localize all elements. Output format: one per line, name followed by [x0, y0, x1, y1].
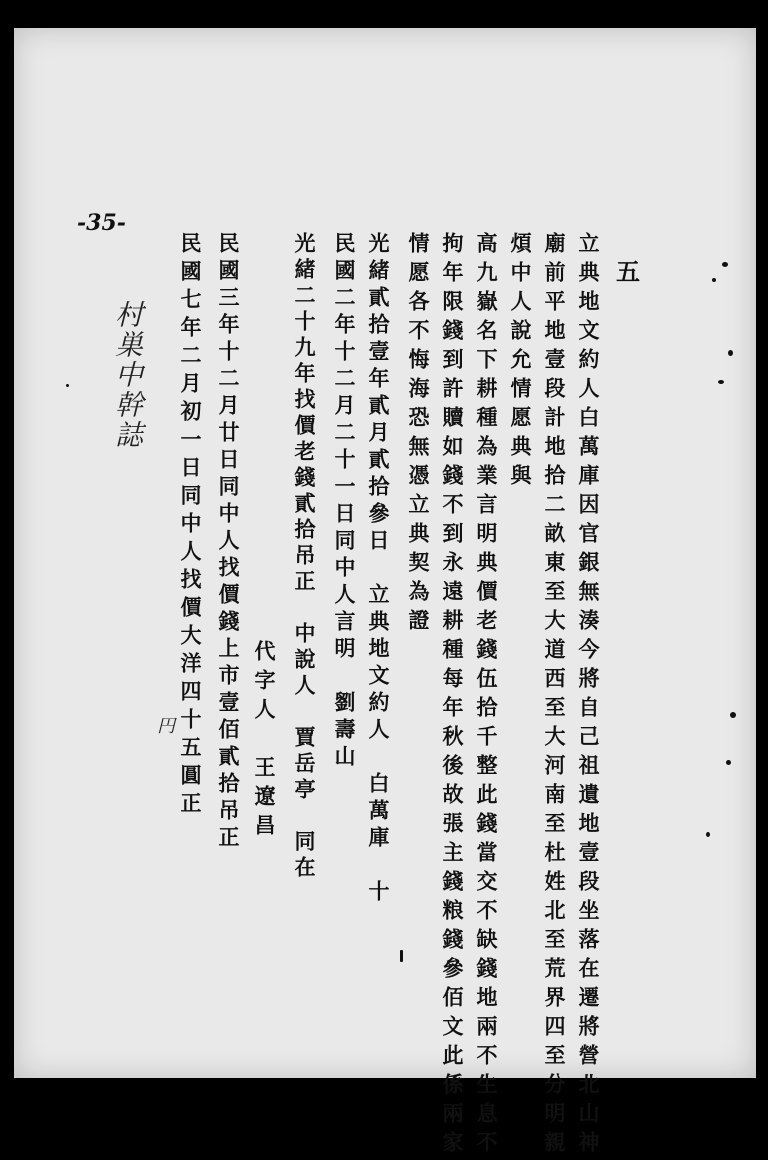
- text-column: 高九嶽名下耕種為業言明典價老錢伍拾千整此錢當交不缺錢地兩不生息不: [474, 232, 499, 1160]
- text-column: 立典地文約人白萬庫因官銀無湊今將自己祖遺地壹段坐落在遷將營北山神: [576, 232, 601, 1160]
- text-column: 情愿各不悔海恐無憑立典契為證: [406, 232, 431, 638]
- ink-speck: [728, 350, 733, 356]
- ink-speck: [718, 380, 724, 384]
- ink-speck: [722, 262, 728, 267]
- text-column: 煩中人說允情愿典與: [508, 232, 533, 493]
- ink-speck: [712, 278, 716, 282]
- ink-speck: [400, 950, 403, 962]
- text-column: 拘年限錢到許贖如錢不到永遠耕種每年秋後故張主錢粮錢參佰文此係兩家: [440, 232, 465, 1160]
- text-column: 民國二年十二月二十一日同中人言明 劉壽山: [332, 232, 357, 772]
- text-column: 代字人 王遼昌: [252, 640, 277, 843]
- handwritten-yuan-note: 円: [157, 716, 175, 737]
- text-column: 民國三年十二月廿日同中人找價錢上市壹佰貳拾吊正: [216, 232, 241, 853]
- text-column: 民國七年二月初一日同中人找價大洋四十五圓正: [178, 232, 203, 820]
- ink-speck: [66, 384, 69, 387]
- page-number: -35-: [77, 210, 126, 236]
- text-column: 光緒二十九年找價老錢貳拾吊正 中說人 賈岳亭 同在: [292, 232, 317, 882]
- text-column: 光緒貳拾壹年貳月貳拾參日 立典地文約人 白萬庫 十: [366, 232, 391, 907]
- ink-speck: [730, 712, 736, 718]
- text-column: 廟前平地壹段計地拾二畝東至大道西至大河南至杜姓北至荒界四至分明親: [542, 232, 567, 1160]
- handwritten-margin-note: 村巣中幹誌: [111, 300, 144, 450]
- sequence-mark: 五: [616, 257, 640, 286]
- ink-speck: [706, 832, 710, 837]
- ink-speck: [726, 760, 731, 765]
